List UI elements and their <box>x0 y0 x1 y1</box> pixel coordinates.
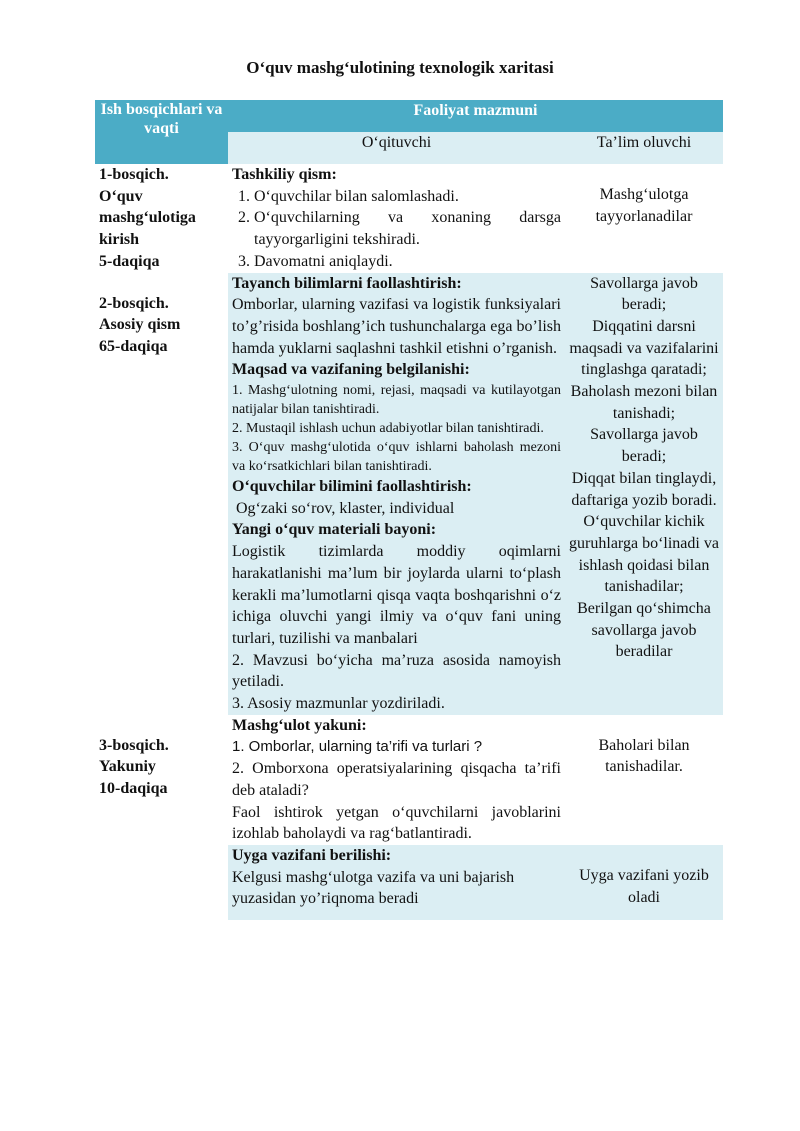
technological-map-table <box>95 100 723 920</box>
paragraph: 1. Omborlar, ularning ta’rifi va turlari ? <box>232 738 483 756</box>
list-item: 3. Davomatni aniqlaydi. <box>254 251 561 273</box>
section-heading: Tayanch bilimlarni faollashtirish: <box>232 274 462 292</box>
paragraph: Logistik tizimlarda moddiy oqimlarni harakatlanishi ma’lum bir joylarda ularni to‘plash kerakli ma’lumotlarni qisqa vaqta boshqarishni o‘z ichiga oluvchi yangi ilmiy va o‘quv fani uning turlari, tuzilishi va manbalari <box>232 543 561 647</box>
stage-1-label: 1-bosqich. O‘quv mashg‘ulotiga kirish 5-daqiqa <box>95 164 228 273</box>
homework-student: Uyga vazifani yozib oladi <box>565 845 723 920</box>
paragraph: Faol ishtirok yetgan o‘quvchilarni javoblarini izohlab baholaydi va rag‘batlantiradi. <box>232 803 561 843</box>
stage-2-student: Savollarga javob beradi; Diqqatini darsni maqsadi va vazifalarini tinglashga qaratadi; Baholash mezoni bilan tanishadi; Savollarga javob beradi; Diqqat bilan tinglaydi, daftariga yozib boradi. O‘quvchilar kichik guruhlarga bo‘linadi va ishlash qoidasi bilan tanishadilar; Berilgan qo‘shimcha savollarga javob beradilar <box>565 273 723 715</box>
section-heading: Yangi o‘quv materiali bayoni: <box>232 521 437 539</box>
paragraph: Og‘zaki so‘rov, klaster, individual <box>236 499 455 517</box>
activity-header: Faoliyat mazmuni <box>228 100 723 132</box>
stage-2-teacher <box>228 273 565 715</box>
section-heading: Tashkiliy qism: <box>232 166 337 183</box>
section-heading: O‘quvchilar bilimini faollashtirish: <box>232 478 472 496</box>
stage-column-header: Ish bosqichlari va vaqti <box>95 100 228 164</box>
teacher-header: O‘qituvchi <box>228 132 565 164</box>
paragraph: 2. Mavzusi bo‘yicha ma’ruza asosida namoyish yetiladi. <box>232 651 561 691</box>
paragraph: 3. Asosiy mazmunlar yozdiriladi. <box>232 695 445 713</box>
page-title: O‘quv mashg‘ulotining texnologik xaritasi <box>246 58 554 77</box>
task-list <box>232 186 561 273</box>
stage-3-row <box>95 715 723 845</box>
stage-1-student: Mashg‘ulotga tayyorlanadilar <box>565 164 723 273</box>
stage-2-row <box>95 273 723 715</box>
stage-1-teacher <box>228 164 565 273</box>
homework-teacher <box>228 845 565 920</box>
stage-3-teacher <box>228 715 565 845</box>
section-heading: Uyga vazifani berilishi: <box>232 846 392 864</box>
paragraph: Kelgusi mashg‘ulotga vazifa va uni bajarish yuzasidan yo’riqnoma beradi <box>232 868 515 908</box>
section-heading: Mashg‘ulot yakuni: <box>232 716 367 734</box>
paragraph: 2. Mustaqil ishlash uchun adabiyotlar bilan tanishtiradi. <box>232 421 544 437</box>
list-item: 1. O‘quvchilar bilan salomlashadi. <box>254 186 561 208</box>
section-heading: Maqsad va vazifaning belgilanishi: <box>232 361 470 379</box>
paragraph: Omborlar, ularning vazifasi va logistik funksiyalari to’g’risida boshlang’ich tushunchalarga ega bo’lish hamda yuklarni saqlashni tashkil etishni o’rganish. <box>232 296 561 357</box>
stage-3-student: Baholari bilan tanishadilar. <box>565 715 723 845</box>
paragraph: 3. O‘quv mashg‘ulotida o‘quv ishlarni baholash mezoni va ko‘rsatkichlari bilan tanishtiradi. <box>232 440 561 475</box>
stage-2-label: 2-bosqich. Asosiy qism 65-daqiqa <box>95 273 228 715</box>
stage-1-row <box>95 164 723 273</box>
student-header: Ta’lim oluvchi <box>565 132 723 164</box>
stage-3-label: 3-bosqich. Yakuniy 10-daqiqa <box>95 715 228 920</box>
list-item: 2. O‘quvchilarning va xonaning darsga tayyorgarligini tekshiradi. <box>254 207 561 250</box>
paragraph: 1. Mashg‘ulotning nomi, rejasi, maqsadi va kutilayotgan natijalar bilan tanishtiradi. <box>232 383 561 418</box>
paragraph: 2. Omborxona operatsiyalarining qisqacha ta’rifi deb ataladi? <box>232 760 561 799</box>
